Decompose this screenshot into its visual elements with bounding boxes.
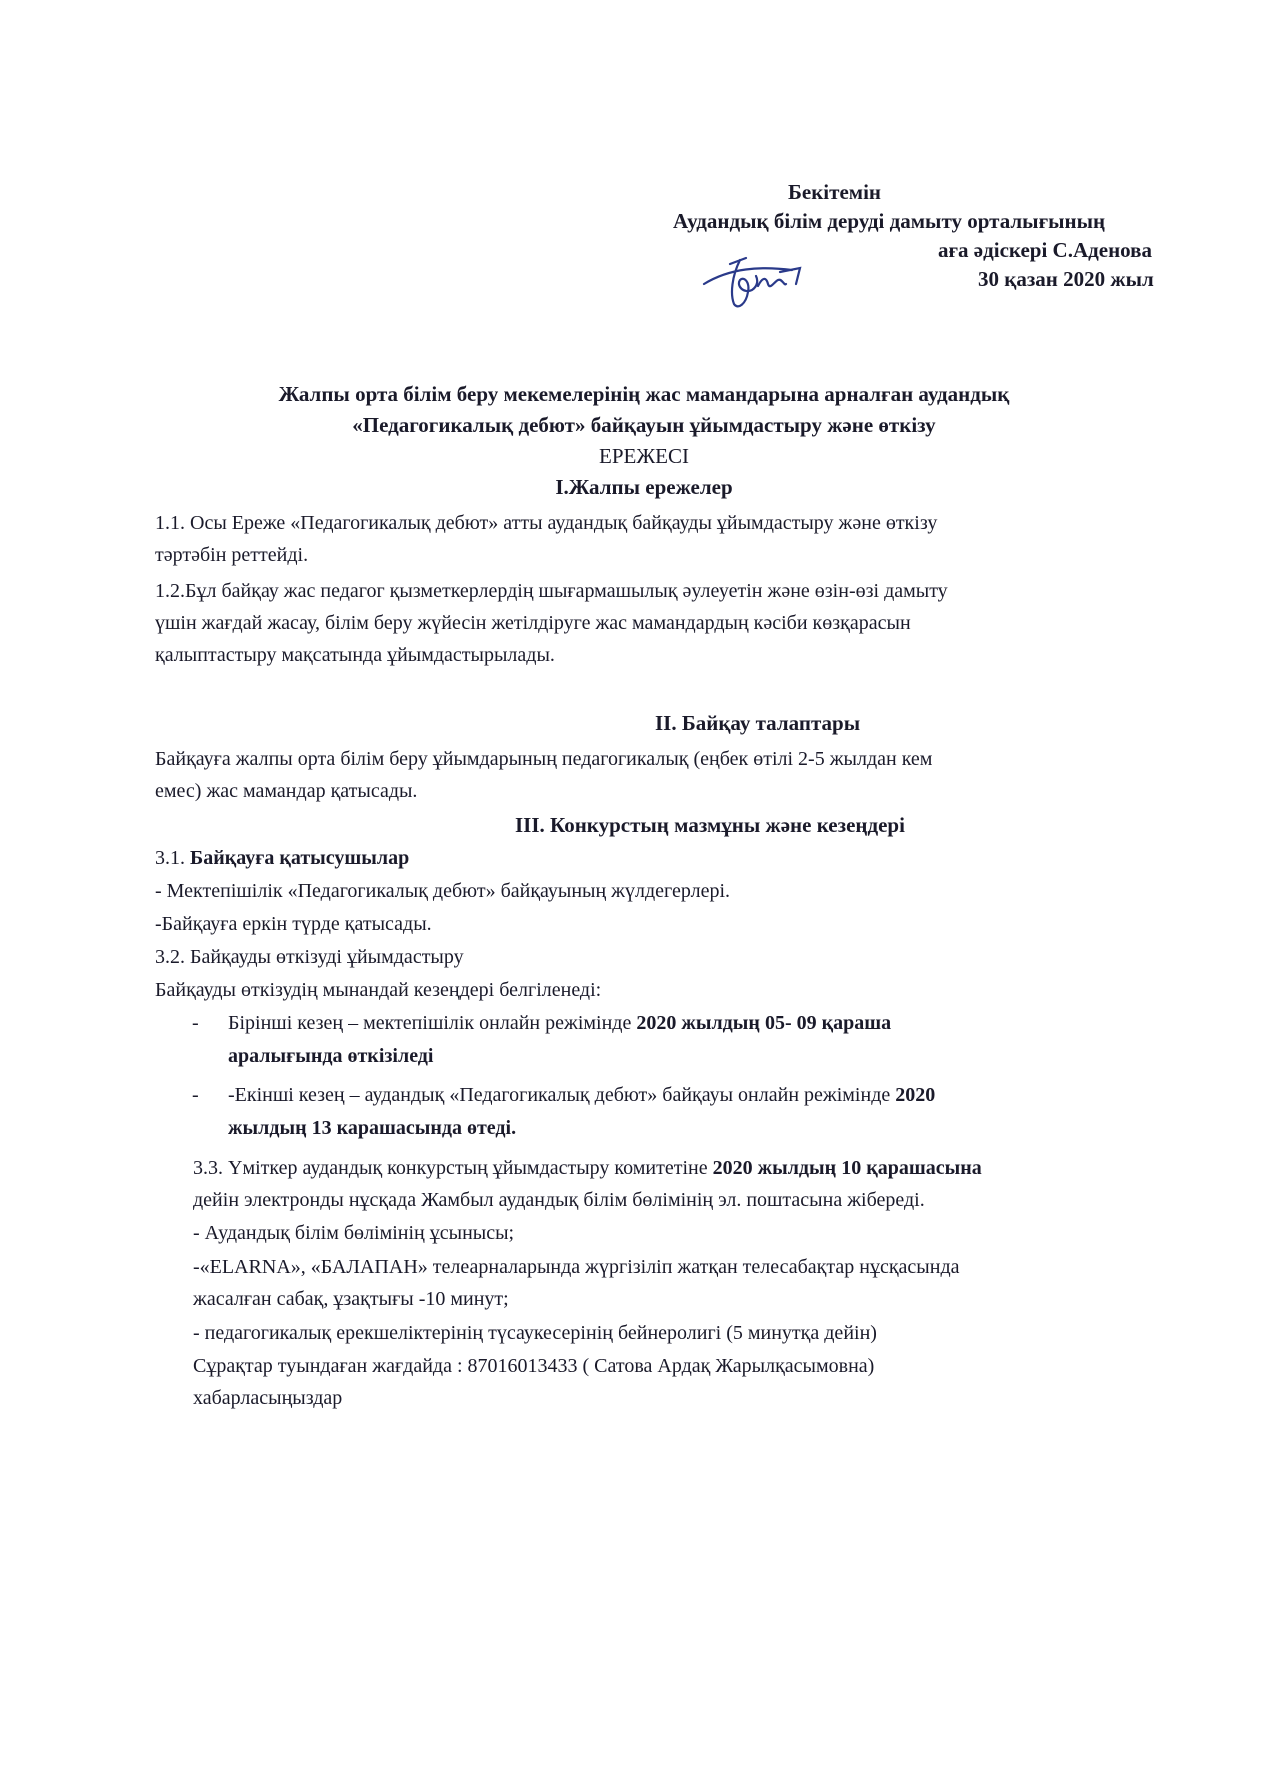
bullet-dash: -	[192, 1084, 199, 1106]
para-3-3b: дейін электронды нұсқада Жамбыл аудандық білім бөлімінің эл. поштасына жібереді.	[193, 1189, 925, 1211]
title-line-2: «Педагогикалық дебют» байқауын ұйымдастыру және өткізу	[352, 413, 936, 437]
bullet-2b: жылдың 13 карашасында өтеді.	[228, 1117, 517, 1139]
para-1-2b: үшін жағдай жасау, білім беру жүйесін жетілдіруге жас мамандардың кәсіби көзқарасын	[155, 612, 911, 634]
approval-line-1: Бекітемін	[788, 180, 882, 204]
section-3-heading: ІІІ. Конкурстың мазмұны және кезеңдері	[515, 813, 905, 837]
para-1-1b: тәртәбін реттейді.	[155, 544, 309, 566]
list-item: - Мектепішілік «Педагогикалық дебют» байқауының жүлдегерлері.	[155, 880, 730, 902]
contact-line: Сұрақтар туындаған жағдайда : 87016013433 ( Сатова Ардақ Жарылқасымовна)	[193, 1355, 875, 1377]
para-2b: емес) жас мамандар қатысады.	[155, 780, 418, 802]
approval-line-4: 30 қазан 2020 жыл	[978, 267, 1154, 291]
para-3-2b: Байқауды өткізудің мынандай кезеңдері белгіленеді:	[155, 979, 602, 1001]
list-item: -Байқауға еркін түрде қатысады.	[155, 913, 432, 935]
list-item: - педагогикалық ерекшеліктерінің түсаукесерінің бейнеролигі (5 минутқа дейін)	[193, 1322, 877, 1344]
para-3-1: 3.1. Байқауға қатысушылар	[155, 847, 410, 869]
list-item-cont: жасалған сабақ, ұзақтығы -10 минут;	[193, 1288, 509, 1310]
bullet-1b: аралығында өткізіледі	[228, 1045, 434, 1067]
approval-line-3: аға әдіскері С.Аденова	[938, 238, 1152, 262]
para-3-2: 3.2. Байқауды өткізуді ұйымдастыру	[155, 946, 464, 968]
bullet-1a: Бірінші кезең – мектепішілік онлайн режімінде 2020 жылдың 05- 09 қараша	[228, 1012, 892, 1034]
list-item: - Аудандық білім бөлімінің ұсынысы;	[193, 1222, 515, 1244]
para-1-2a: 1.2.Бұл байқау жас педагог қызметкерлердің шығармашылық әулеуетін және өзін-өзі дамыту	[155, 580, 948, 602]
para-2a: Байқауға жалпы орта білім беру ұйымдарының педагогикалық (еңбек өтілі 2-5 жылдан кем	[155, 748, 933, 770]
signature-image	[700, 246, 830, 316]
para-3-3a: 3.3. Үміткер аудандық конкурстың ұйымдастыру комитетіне 2020 жылдың 10 қарашасына	[193, 1157, 982, 1179]
title-line-3: ЕРЕЖЕСІ	[599, 444, 689, 468]
bullet-dash: -	[192, 1012, 199, 1034]
list-item: -«ELARNA», «БАЛАПАН» телеарналарында жүргізіліп жатқан телесабақтар нұсқасында	[193, 1256, 960, 1278]
bullet-2a: -Екінші кезең – аудандық «Педагогикалық дебют» байқауы онлайн режімінде 2020	[228, 1084, 936, 1106]
para-1-2c: қалыптастыру мақсатында ұйымдастырылады.	[155, 644, 555, 666]
section-1-heading: І.Жалпы ережелер	[555, 475, 733, 499]
approval-line-2: Аудандық білім деруді дамыту орталығының	[673, 209, 1106, 233]
contact-line-2: хабарласыңыздар	[193, 1387, 343, 1409]
para-1-1a: 1.1. Осы Ереже «Педагогикалық дебют» атты аудандық байқауды ұйымдастыру және өткізу	[155, 512, 938, 534]
section-2-heading: ІІ. Байқау талаптары	[655, 711, 861, 735]
title-line-1: Жалпы орта білім беру мекемелерінің жас мамандарына арналған аудандық	[278, 382, 1010, 406]
